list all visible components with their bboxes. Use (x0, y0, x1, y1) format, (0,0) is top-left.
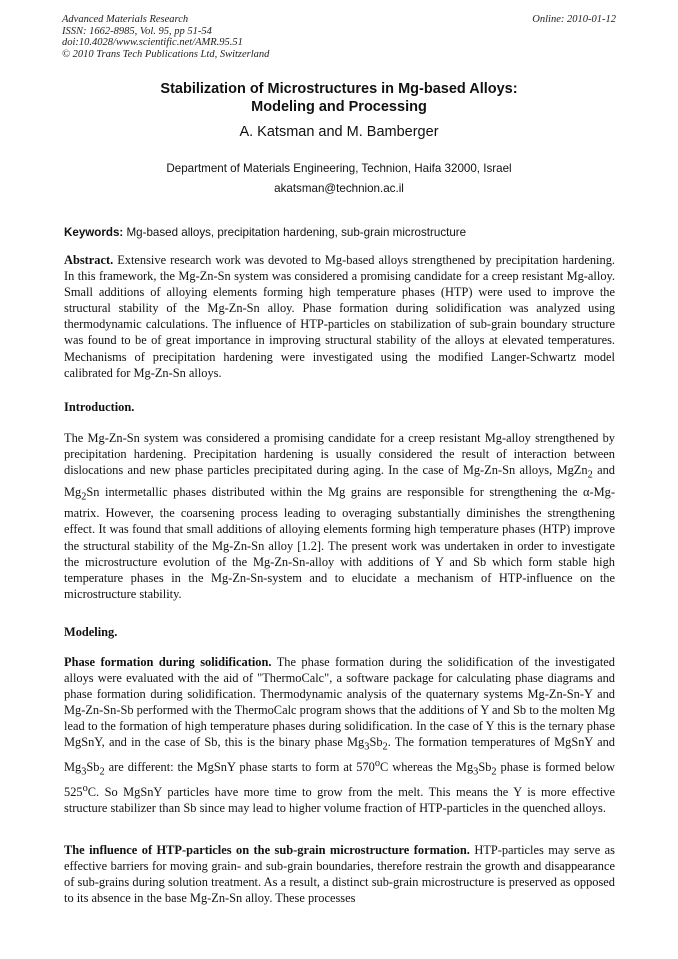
keywords-text: Mg-based alloys, precipitation hardening, sub-grain microstructure (123, 226, 467, 239)
htp-influence-paragraph: The influence of HTP-particles on the sub-grain microstructure formation. HTP-particles may serve as effective barriers for moving grain- and sub-grain boundaries, therefore restrain the growth and disappearance of sub-grains during solution treatment. As a result, a distinct sub-grain microstructure is preserved as opposed to its absence in the base Mg-Zn-Sn alloy. These processes (64, 843, 615, 906)
keywords-label: Keywords: (64, 226, 124, 239)
doi-line[interactable]: doi:10.4028/www.scientific.net/AMR.95.51 (62, 37, 243, 49)
keywords (64, 226, 616, 239)
abstract-label: Abstract. (64, 253, 114, 267)
introduction-paragraph: The Mg-Zn-Sn system was considered a promising candidate for a creep resistant Mg-alloy strengthened by precipitation hardening. Precipitation hardening is usually considered the result of interaction between dislocations and new phase particles precipitated during aging. In the case of Mg-Zn-Sn alloys, MgZn$_2$ and $Mg_2Sn$ intermetallic phases distributed within the Mg grains are responsible for strengthening the α-Mg-matrix. However, the coarsening process leading to overaging substantially diminishes the strengthening effect. It was found that small additions of alloying elements forming high temperature phases (HTP) improve the structural stability of the Mg-Zn-Sn alloy [1.2]. The present work was undertaken in order to investigate the microstructure evolution of the Mg-Zn-Sn-alloy with additions of Y and Sb which form stable high temperature phases in the Mg-Zn-Sn-system and to elucidate a mechanism of HTP-influence on the microstructure stability. (64, 431, 615, 601)
copyright-line: © 2010 Trans Tech Publications Ltd, Switzerland (62, 48, 270, 60)
modeling-heading: Modeling. (64, 625, 118, 639)
paper-title (0, 80, 678, 116)
authors: A. Katsman and M. Bamberger (239, 124, 439, 140)
online-date: Online: 2010-01-12 (532, 14, 616, 25)
abstract (64, 252, 615, 381)
title-line-1: Stabilization of Microstructures in Mg-based Alloys: (160, 81, 518, 97)
author-email[interactable]: akatsman@technion.ac.il (274, 182, 404, 195)
htp-influence-label: The influence of HTP-particles on the sub-grain microstructure formation. (64, 843, 470, 857)
title-line-2: Modeling and Processing (251, 99, 427, 115)
phase-formation-paragraph: Phase formation during solidification. The phase formation during the solidification of the investigated alloys were evaluated with the aid of "ThermoCalc", a software package for calculating phase diagrams and phase formation during solidification. Thermodynamic analysis of the quaternary systems Mg-Zn-Sn-Y and Mg-Zn-Sn-Sb performed with the ThermoCalc program shows that the additions of Y and Sb to the molten Mg lead to the formation of high temperature phases during solidification. In the case of Y this is the ternary phase MgSnY, and in the case of Sb, this is the binary phase $Mg_3Sb_2$. The formation temperatures of MgSnY and $Mg_3Sb_2$ are different: the MgSnY phase starts to form at 570$^o$C whereas the $Mg_3Sb_2$ phase is formed below 525$^o$C. So MgSnY particles have more time to grow from the melt. This means the Y is more effective structure stabilizer than Sb since may lead to higher volume fraction of HTP-particles in the quenched alloys. (64, 655, 616, 815)
affiliation: Department of Materials Engineering, Technion, Haifa 32000, Israel (166, 162, 512, 175)
issn-line: ISSN: 1662-8985, Vol. 95, pp 51-54 (62, 25, 212, 37)
phase-formation-label: Phase formation during solidification. (64, 655, 272, 669)
introduction-heading: Introduction. (64, 400, 135, 414)
journal-header (62, 14, 616, 60)
abstract-text: Extensive research work was devoted to Mg-based alloys strengthened by precipitation hardening. In this framework, the Mg-Zn-Sn system was considered a promising candidate for a creep resistant Mg-alloy. Small additions of alloying elements forming high temperature phases (HTP) were used to improve the structural stability of the Mg-Zn-Sn alloy. Phase formation during solidification was analyzed using thermodynamic calculations. The influence of HTP-particles on stabilization of sub-grain boundary structure was found to be of great importance in improving structural stability of the alloys at elevated temperatures. Mechanisms of precipitation hardening were investigated using the modified Langer-Schwartz model calibrated for Mg-Zn-Sn alloys. (64, 253, 615, 380)
journal-name: Advanced Materials Research (62, 14, 189, 25)
